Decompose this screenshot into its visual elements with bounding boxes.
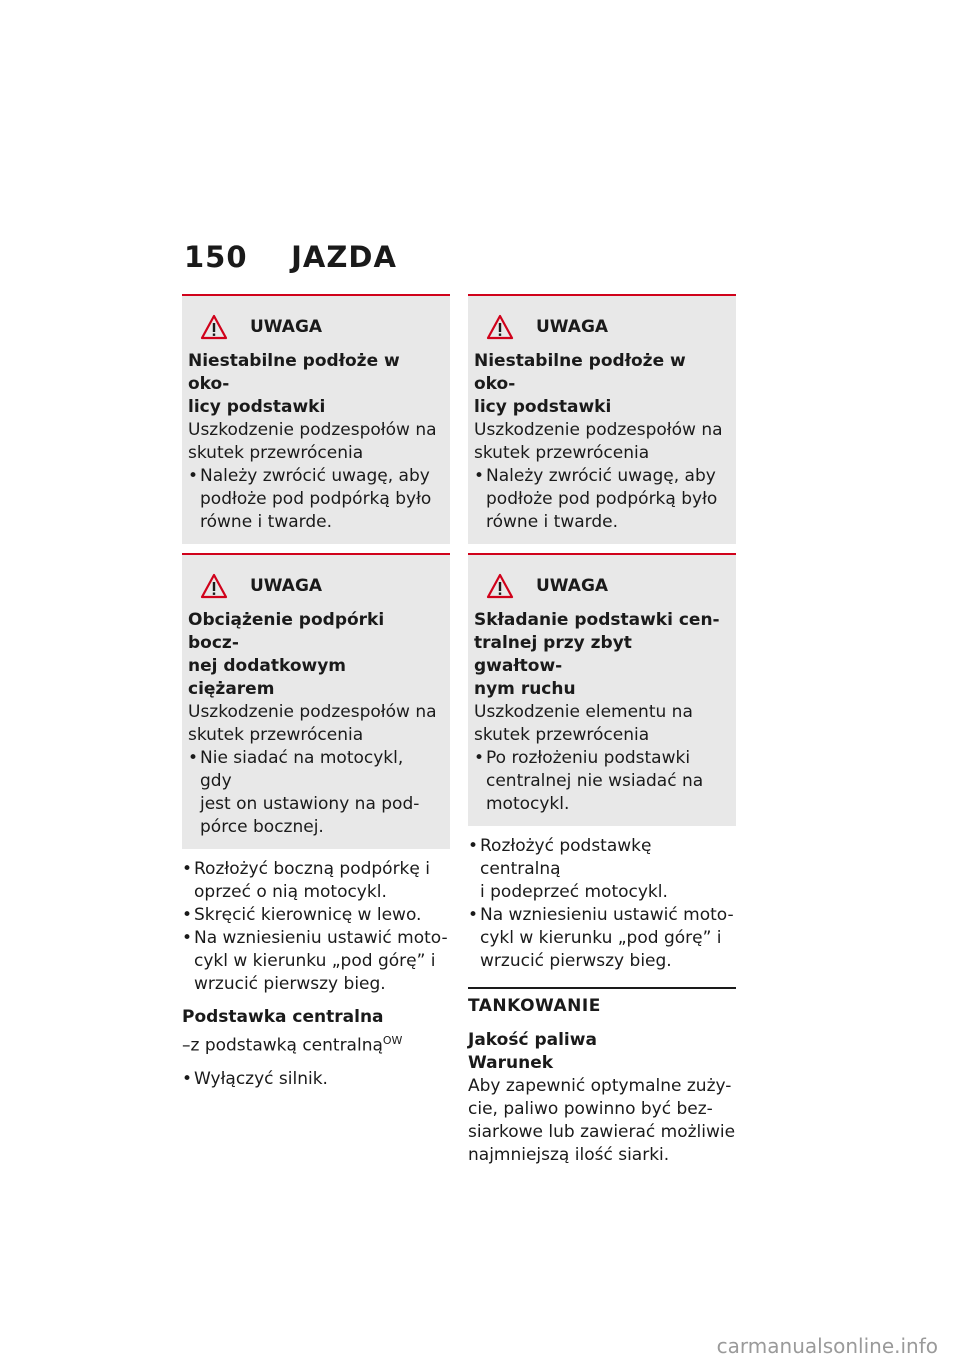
page-number: 150 bbox=[184, 240, 248, 274]
list-item: • Na wzniesieniu ustawić moto- cykl w kierunku „pod górę” i wrzucić pierwszy bieg. bbox=[468, 904, 736, 973]
warning-label: UWAGA bbox=[536, 317, 609, 337]
step-list bbox=[182, 858, 450, 996]
warning-consequence: Uszkodzenie podzespołów na skutek przewrócenia bbox=[474, 420, 723, 463]
warning-consequence: Uszkodzenie podzespołów na skutek przewrócenia bbox=[188, 420, 437, 463]
subsection-heading: Jakość paliwa bbox=[468, 1030, 597, 1050]
list-item: • Rozłożyć boczną podpórkę i oprzeć o nią motocykl. bbox=[182, 858, 450, 904]
equipment-text: –z podstawką centralną bbox=[182, 1035, 383, 1056]
warning-box bbox=[182, 553, 450, 849]
warning-box bbox=[182, 294, 450, 544]
warning-title: Składanie podstawki cen- tralnej przy zbyt gwałtow- nym ruchu bbox=[474, 610, 720, 699]
watermark: carmanualsonline.info bbox=[716, 1334, 938, 1358]
warning-box bbox=[468, 553, 736, 826]
warning-action: • Należy zwrócić uwagę, aby podłoże pod podpórką było równe i twarde. bbox=[474, 465, 724, 534]
warning-header bbox=[486, 573, 724, 599]
list-item: • Rozłożyć podstawkę centralną i podeprzeć motocykl. bbox=[468, 835, 736, 904]
warning-title: Niestabilne podłoże w oko- licy podstawki bbox=[188, 351, 400, 417]
step-list bbox=[182, 1068, 450, 1091]
warning-label: UWAGA bbox=[250, 317, 323, 337]
right-column bbox=[468, 294, 736, 1167]
subsection-heading: Podstawka centralna bbox=[182, 1007, 384, 1027]
warning-action: • Po rozłożeniu podstawki centralnej nie wsiadać na motocykl. bbox=[474, 747, 724, 816]
section-heading: TANKOWANIE bbox=[468, 996, 601, 1016]
warning-box bbox=[468, 294, 736, 544]
list-item: • Wyłączyć silnik. bbox=[182, 1068, 450, 1091]
warning-triangle-icon bbox=[486, 573, 514, 599]
warning-label: UWAGA bbox=[536, 576, 609, 596]
warning-title: Obciążenie podpórki bocz- nej dodatkowym ciężarem bbox=[188, 610, 385, 699]
equipment-note bbox=[182, 1029, 450, 1058]
warning-triangle-icon bbox=[200, 573, 228, 599]
warning-triangle-icon bbox=[486, 314, 514, 340]
warning-header bbox=[200, 573, 438, 599]
list-item: • Skręcić kierownicę w lewo. bbox=[182, 904, 450, 927]
section-divider bbox=[468, 987, 736, 1019]
warning-consequence: Uszkodzenie podzespołów na skutek przewrócenia bbox=[188, 702, 437, 745]
section-title: JAZDA bbox=[291, 240, 397, 274]
step-list bbox=[468, 835, 736, 973]
warning-triangle-icon bbox=[200, 314, 228, 340]
warning-title: Niestabilne podłoże w oko- licy podstawki bbox=[474, 351, 686, 417]
page-header bbox=[184, 240, 397, 274]
warning-consequence: Uszkodzenie elementu na skutek przewrócenia bbox=[474, 702, 693, 745]
warning-label: UWAGA bbox=[250, 576, 323, 596]
warning-action: • Nie siadać na motocykl, gdy jest on ustawiony na pod- pórce bocznej. bbox=[188, 747, 438, 839]
equipment-code: OW bbox=[382, 1034, 403, 1047]
list-item: • Na wzniesieniu ustawić moto- cykl w kierunku „pod górę” i wrzucić pierwszy bieg. bbox=[182, 927, 450, 996]
warning-header bbox=[486, 314, 724, 340]
condition-text: Aby zapewnić optymalne zuży- cie, paliwo powinno być bez- siarkowe lub zawierać możliwie najmniejszą ilość siarki. bbox=[468, 1076, 736, 1165]
condition-heading: Warunek bbox=[468, 1053, 554, 1073]
warning-action: • Należy zwrócić uwagę, aby podłoże pod podpórką było równe i twarde. bbox=[188, 465, 438, 534]
left-column bbox=[182, 294, 450, 1091]
warning-header bbox=[200, 314, 438, 340]
